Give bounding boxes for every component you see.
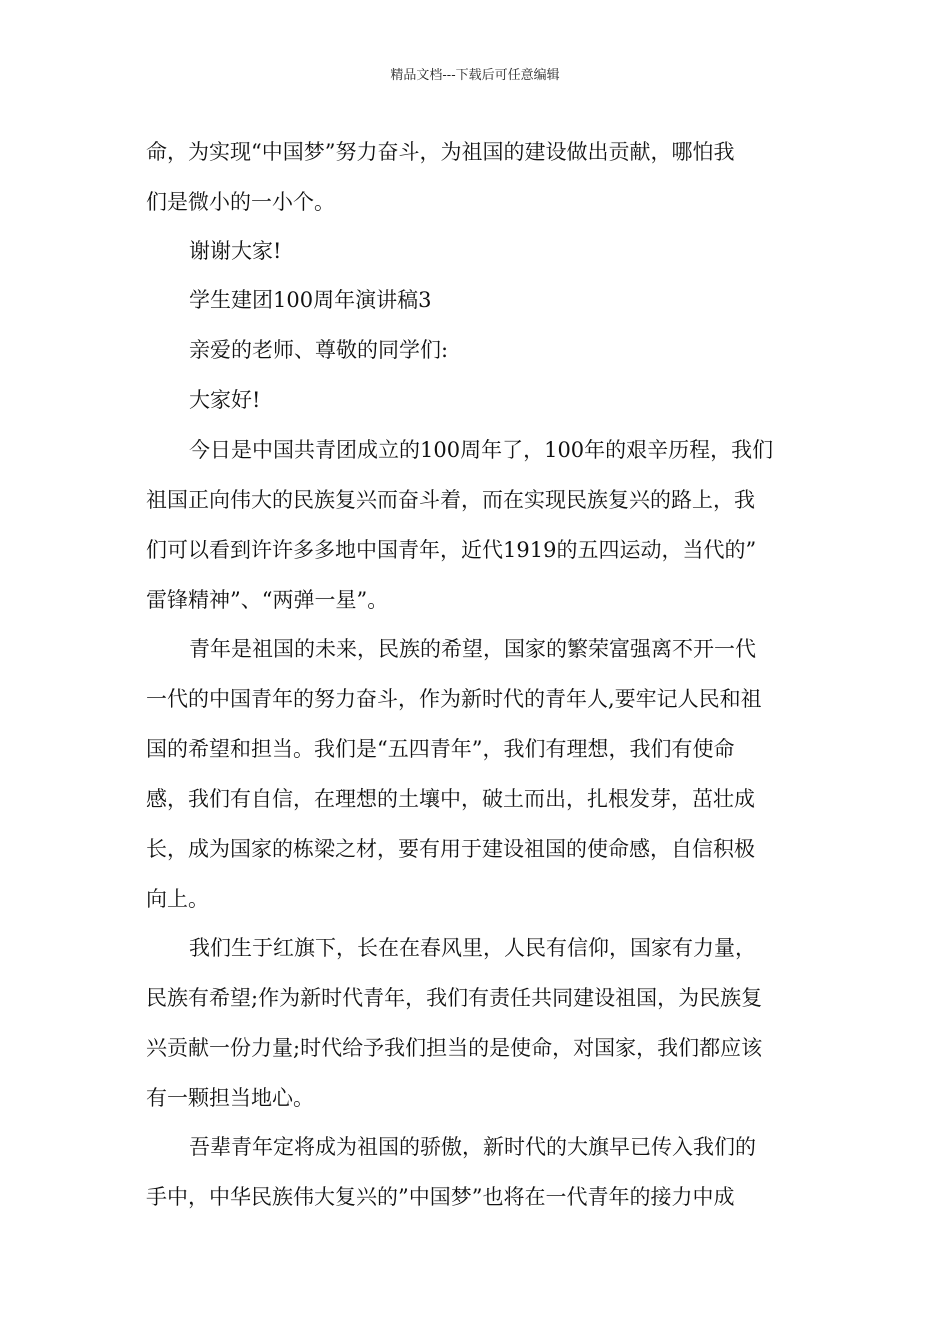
text-line: 国的希望和担当。我们是“五四青年”，我们有理想，我们有使命 <box>146 737 735 761</box>
text-line: 吾辈青年定将成为祖国的骄傲，新时代的大旗早已传入我们的 <box>189 1135 756 1159</box>
text-line: 祖国正向伟大的民族复兴而奋斗着，而在实现民族复兴的路上，我 <box>146 488 755 512</box>
text-line: 谢谢大家! <box>189 239 282 263</box>
text-line: 大家好! <box>189 388 261 412</box>
text-line: 有一颗担当地心。 <box>146 1086 314 1110</box>
text-line: 雷锋精神”、“两弹一星”。 <box>146 588 389 612</box>
text-line: 民族有希望;作为新时代青年，我们有责任共同建设祖国，为民族复 <box>146 986 763 1010</box>
section-title: 学生建团100周年演讲稿3 <box>189 288 432 312</box>
text-line: 青年是祖国的未来，民族的希望，国家的繁荣富强离不开一代 <box>189 637 756 661</box>
text-line: 亲爱的老师、尊敬的同学们: <box>189 338 449 362</box>
text-line: 手中，中华民族伟大复兴的”中国梦”也将在一代青年的接力中成 <box>146 1185 735 1209</box>
text-line: 今日是中国共青团成立的100周年了，100年的艰辛历程，我们 <box>189 438 774 462</box>
text-line: 我们生于红旗下，长在在春风里，人民有信仰，国家有力量， <box>189 936 756 960</box>
text-line: 兴贡献一份力量;时代给予我们担当的是使命，对国家，我们都应该 <box>146 1036 763 1060</box>
text-line: 一代的中国青年的努力奋斗，作为新时代的青年人,要牢记人民和祖 <box>146 687 762 711</box>
text-line: 向上。 <box>146 887 209 911</box>
page-header: 精品文档---下载后可任意编辑 <box>390 68 560 83</box>
text-line: 们是微小的一小个。 <box>146 190 335 214</box>
text-line: 长，成为国家的栋梁之材，要有用于建设祖国的使命感，自信积极 <box>146 837 755 861</box>
text-line: 命，为实现“中国梦”努力奋斗，为祖国的建设做出贡献，哪怕我 <box>146 140 735 164</box>
text-line: 们可以看到许许多多地中国青年，近代1919的五四运动，当代的” <box>146 538 757 562</box>
text-line: 感，我们有自信，在理想的土壤中，破土而出，扎根发芽，茁壮成 <box>146 787 755 811</box>
